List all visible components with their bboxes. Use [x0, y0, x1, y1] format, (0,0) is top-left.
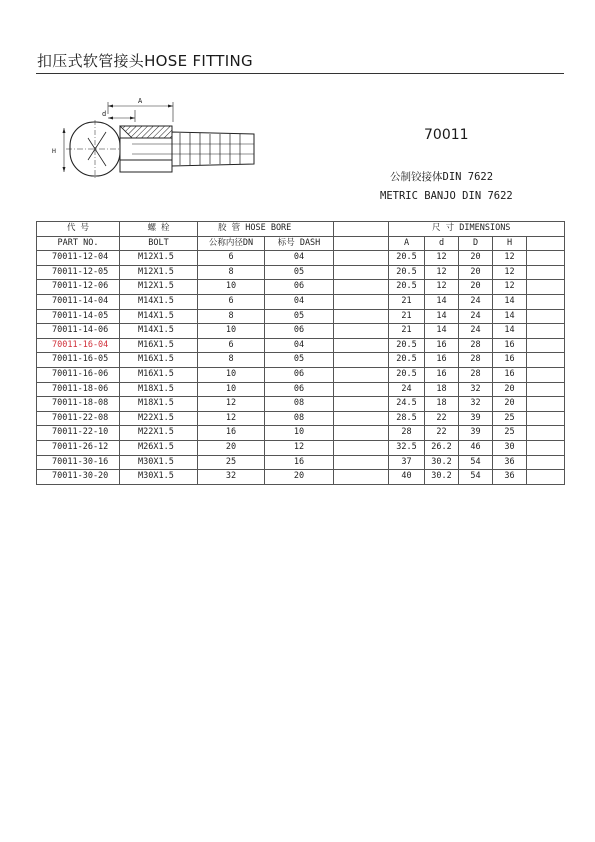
- bolt-cell: M18X1.5: [120, 397, 198, 412]
- dim-a-cell: 20.5: [389, 353, 425, 368]
- dash-cell: 08: [265, 397, 334, 412]
- header-d-small: d: [425, 236, 459, 251]
- part-no-cell: 70011-12-05: [37, 265, 120, 280]
- header-dash: 标号 DASH: [265, 236, 334, 251]
- bolt-cell: M12X1.5: [120, 251, 198, 266]
- blank-cell: [334, 426, 389, 441]
- blank-cell: [527, 470, 565, 485]
- dn-cell: 10: [198, 382, 265, 397]
- dim-a-cell: 32.5: [389, 440, 425, 455]
- dim-d-small-cell: 22: [425, 411, 459, 426]
- table-row: [37, 265, 565, 280]
- dim-d-large-cell: 28: [459, 338, 493, 353]
- header-a: A: [389, 236, 425, 251]
- header-d-large: D: [459, 236, 493, 251]
- dim-d-large-cell: 20: [459, 251, 493, 266]
- blank-cell: [334, 324, 389, 339]
- table-row: [37, 470, 565, 485]
- dim-a-cell: 20.5: [389, 367, 425, 382]
- blank-cell: [527, 440, 565, 455]
- blank-cell: [334, 251, 389, 266]
- dim-d-small-cell: 14: [425, 324, 459, 339]
- table-row: [37, 455, 565, 470]
- header-blank: [334, 222, 389, 237]
- page-title: 扣压式软管接头HOSE FITTING: [37, 52, 253, 70]
- table-row: [37, 397, 565, 412]
- dash-cell: 04: [265, 251, 334, 266]
- dash-cell: 05: [265, 309, 334, 324]
- header-bolt-cn: 螺 栓: [120, 222, 198, 237]
- blank-cell: [334, 397, 389, 412]
- dim-h-cell: 14: [493, 294, 527, 309]
- dash-cell: 04: [265, 338, 334, 353]
- dn-cell: 6: [198, 251, 265, 266]
- bolt-cell: M18X1.5: [120, 382, 198, 397]
- dim-d-small-cell: 30.2: [425, 470, 459, 485]
- dim-h-cell: 12: [493, 251, 527, 266]
- dim-a-cell: 20.5: [389, 280, 425, 295]
- blank-cell: [527, 426, 565, 441]
- part-no-cell: 70011-22-08: [37, 411, 120, 426]
- dim-a-cell: 21: [389, 309, 425, 324]
- header-bolt-en: BOLT: [120, 236, 198, 251]
- dim-a-cell: 28: [389, 426, 425, 441]
- dim-d-small-cell: 14: [425, 309, 459, 324]
- dim-d-small-cell: 30.2: [425, 455, 459, 470]
- header-code-cn: 代 号: [37, 222, 120, 237]
- dim-h-cell: 16: [493, 338, 527, 353]
- part-no-cell: 70011-26-12: [37, 440, 120, 455]
- part-no-cell: 70011-16-04: [37, 338, 120, 353]
- dn-cell: 12: [198, 397, 265, 412]
- blank-cell: [527, 280, 565, 295]
- part-no-cell: 70011-16-06: [37, 367, 120, 382]
- product-name-cn: 公制铰接体DIN 7622: [390, 171, 494, 183]
- dim-h-cell: 16: [493, 353, 527, 368]
- dim-d-large-cell: 32: [459, 397, 493, 412]
- bolt-cell: M30X1.5: [120, 455, 198, 470]
- banjo-fitting-drawing: [40, 92, 270, 192]
- blank-cell: [527, 411, 565, 426]
- blank-cell: [527, 309, 565, 324]
- dim-a-cell: 24: [389, 382, 425, 397]
- dim-h-cell: 25: [493, 426, 527, 441]
- dn-cell: 20: [198, 440, 265, 455]
- blank-cell: [334, 455, 389, 470]
- dim-d-small-cell: 18: [425, 382, 459, 397]
- dn-cell: 16: [198, 426, 265, 441]
- part-no-cell: 70011-18-08: [37, 397, 120, 412]
- part-no-cell: 70011-14-05: [37, 309, 120, 324]
- dimension-d-label: d: [102, 110, 107, 118]
- dim-h-cell: 36: [493, 470, 527, 485]
- blank-cell: [334, 309, 389, 324]
- bolt-cell: M14X1.5: [120, 294, 198, 309]
- dim-d-large-cell: 28: [459, 353, 493, 368]
- blank-cell: [527, 367, 565, 382]
- dn-cell: 8: [198, 353, 265, 368]
- dim-d-large-cell: 24: [459, 324, 493, 339]
- dim-d-small-cell: 16: [425, 353, 459, 368]
- dim-d-large-cell: 54: [459, 470, 493, 485]
- dash-cell: 16: [265, 455, 334, 470]
- header-blank: [334, 236, 389, 251]
- table-row: [37, 309, 565, 324]
- bolt-cell: M12X1.5: [120, 265, 198, 280]
- dn-cell: 12: [198, 411, 265, 426]
- dash-cell: 20: [265, 470, 334, 485]
- dim-d-large-cell: 46: [459, 440, 493, 455]
- dn-cell: 10: [198, 367, 265, 382]
- header-divider: [36, 73, 564, 74]
- part-no-cell: 70011-12-06: [37, 280, 120, 295]
- dn-cell: 25: [198, 455, 265, 470]
- blank-cell: [334, 265, 389, 280]
- dim-d-small-cell: 18: [425, 397, 459, 412]
- part-no-cell: 70011-18-06: [37, 382, 120, 397]
- blank-cell: [527, 265, 565, 280]
- dim-h-cell: 14: [493, 324, 527, 339]
- blank-cell: [527, 353, 565, 368]
- part-no-cell: 70011-30-16: [37, 455, 120, 470]
- blank-cell: [527, 338, 565, 353]
- dim-d-small-cell: 12: [425, 251, 459, 266]
- bolt-cell: M22X1.5: [120, 411, 198, 426]
- dim-h-cell: 20: [493, 397, 527, 412]
- bolt-cell: M14X1.5: [120, 324, 198, 339]
- table-row: [37, 382, 565, 397]
- dim-d-large-cell: 39: [459, 411, 493, 426]
- table-row: [37, 440, 565, 455]
- dim-a-cell: 21: [389, 324, 425, 339]
- dim-a-cell: 24.5: [389, 397, 425, 412]
- dn-cell: 10: [198, 324, 265, 339]
- part-no-cell: 70011-14-04: [37, 294, 120, 309]
- header-hose-bore: 胶 管 HOSE BORE: [198, 222, 334, 237]
- blank-cell: [334, 280, 389, 295]
- blank-cell: [527, 397, 565, 412]
- dim-a-cell: 21: [389, 294, 425, 309]
- dn-cell: 6: [198, 338, 265, 353]
- dim-d-large-cell: 24: [459, 309, 493, 324]
- dimension-h-label: H: [52, 147, 56, 155]
- table-row: [37, 367, 565, 382]
- table-row: [37, 324, 565, 339]
- part-no-cell: 70011-16-05: [37, 353, 120, 368]
- dim-d-large-cell: 54: [459, 455, 493, 470]
- blank-cell: [334, 353, 389, 368]
- part-no-cell: 70011-22-10: [37, 426, 120, 441]
- dim-d-large-cell: 28: [459, 367, 493, 382]
- dash-cell: 06: [265, 382, 334, 397]
- bolt-cell: M26X1.5: [120, 440, 198, 455]
- blank-cell: [334, 440, 389, 455]
- header-row-2: [37, 236, 565, 251]
- dim-h-cell: 14: [493, 309, 527, 324]
- dim-h-cell: 16: [493, 367, 527, 382]
- product-name-en: METRIC BANJO DIN 7622: [380, 190, 513, 202]
- dash-cell: 10: [265, 426, 334, 441]
- blank-cell: [527, 294, 565, 309]
- bolt-cell: M16X1.5: [120, 367, 198, 382]
- dim-d-small-cell: 16: [425, 367, 459, 382]
- dn-cell: 8: [198, 265, 265, 280]
- dim-h-cell: 25: [493, 411, 527, 426]
- dash-cell: 06: [265, 280, 334, 295]
- blank-cell: [334, 367, 389, 382]
- table-row: [37, 338, 565, 353]
- dim-h-cell: 20: [493, 382, 527, 397]
- part-no-cell: 70011-30-20: [37, 470, 120, 485]
- dim-d-small-cell: 12: [425, 280, 459, 295]
- dim-a-cell: 40: [389, 470, 425, 485]
- dim-a-cell: 20.5: [389, 251, 425, 266]
- dim-d-large-cell: 20: [459, 265, 493, 280]
- dim-d-small-cell: 14: [425, 294, 459, 309]
- part-no-cell: 70011-12-04: [37, 251, 120, 266]
- dim-a-cell: 28.5: [389, 411, 425, 426]
- dim-d-large-cell: 39: [459, 426, 493, 441]
- header-part-no: PART NO.: [37, 236, 120, 251]
- table-row: [37, 426, 565, 441]
- dn-cell: 8: [198, 309, 265, 324]
- blank-cell: [527, 324, 565, 339]
- dim-a-cell: 20.5: [389, 338, 425, 353]
- dash-cell: 06: [265, 324, 334, 339]
- spec-table: [36, 221, 565, 485]
- dim-d-small-cell: 26.2: [425, 440, 459, 455]
- dim-d-small-cell: 12: [425, 265, 459, 280]
- dim-a-cell: 37: [389, 455, 425, 470]
- bolt-cell: M30X1.5: [120, 470, 198, 485]
- table-row: [37, 353, 565, 368]
- header-row-1: [37, 222, 565, 237]
- dn-cell: 6: [198, 294, 265, 309]
- dim-d-small-cell: 16: [425, 338, 459, 353]
- blank-cell: [334, 470, 389, 485]
- bolt-cell: M16X1.5: [120, 338, 198, 353]
- dim-d-large-cell: 24: [459, 294, 493, 309]
- blank-cell: [527, 455, 565, 470]
- blank-cell: [527, 382, 565, 397]
- dash-cell: 05: [265, 353, 334, 368]
- dim-h-cell: 30: [493, 440, 527, 455]
- blank-cell: [334, 382, 389, 397]
- dim-d-large-cell: 20: [459, 280, 493, 295]
- dn-cell: 10: [198, 280, 265, 295]
- dash-cell: 05: [265, 265, 334, 280]
- dn-cell: 32: [198, 470, 265, 485]
- blank-cell: [527, 251, 565, 266]
- dash-cell: 06: [265, 367, 334, 382]
- dim-d-large-cell: 32: [459, 382, 493, 397]
- dash-cell: 04: [265, 294, 334, 309]
- table-row: [37, 251, 565, 266]
- dash-cell: 08: [265, 411, 334, 426]
- dimension-a-label: A: [138, 97, 143, 105]
- table-row: [37, 294, 565, 309]
- dim-h-cell: 12: [493, 265, 527, 280]
- dash-cell: 12: [265, 440, 334, 455]
- blank-cell: [334, 411, 389, 426]
- dim-d-small-cell: 22: [425, 426, 459, 441]
- model-number: 70011: [424, 127, 469, 143]
- blank-cell: [334, 294, 389, 309]
- table-row: [37, 411, 565, 426]
- dim-h-cell: 36: [493, 455, 527, 470]
- part-no-cell: 70011-14-06: [37, 324, 120, 339]
- table-row: [37, 280, 565, 295]
- header-dimensions: 尺 寸 DIMENSIONS: [389, 222, 565, 237]
- bolt-cell: M22X1.5: [120, 426, 198, 441]
- header-blank: [527, 236, 565, 251]
- header-dn: 公称内径DN: [198, 236, 265, 251]
- bolt-cell: M16X1.5: [120, 353, 198, 368]
- dim-h-cell: 12: [493, 280, 527, 295]
- bolt-cell: M12X1.5: [120, 280, 198, 295]
- dim-a-cell: 20.5: [389, 265, 425, 280]
- header-h: H: [493, 236, 527, 251]
- blank-cell: [334, 338, 389, 353]
- bolt-cell: M14X1.5: [120, 309, 198, 324]
